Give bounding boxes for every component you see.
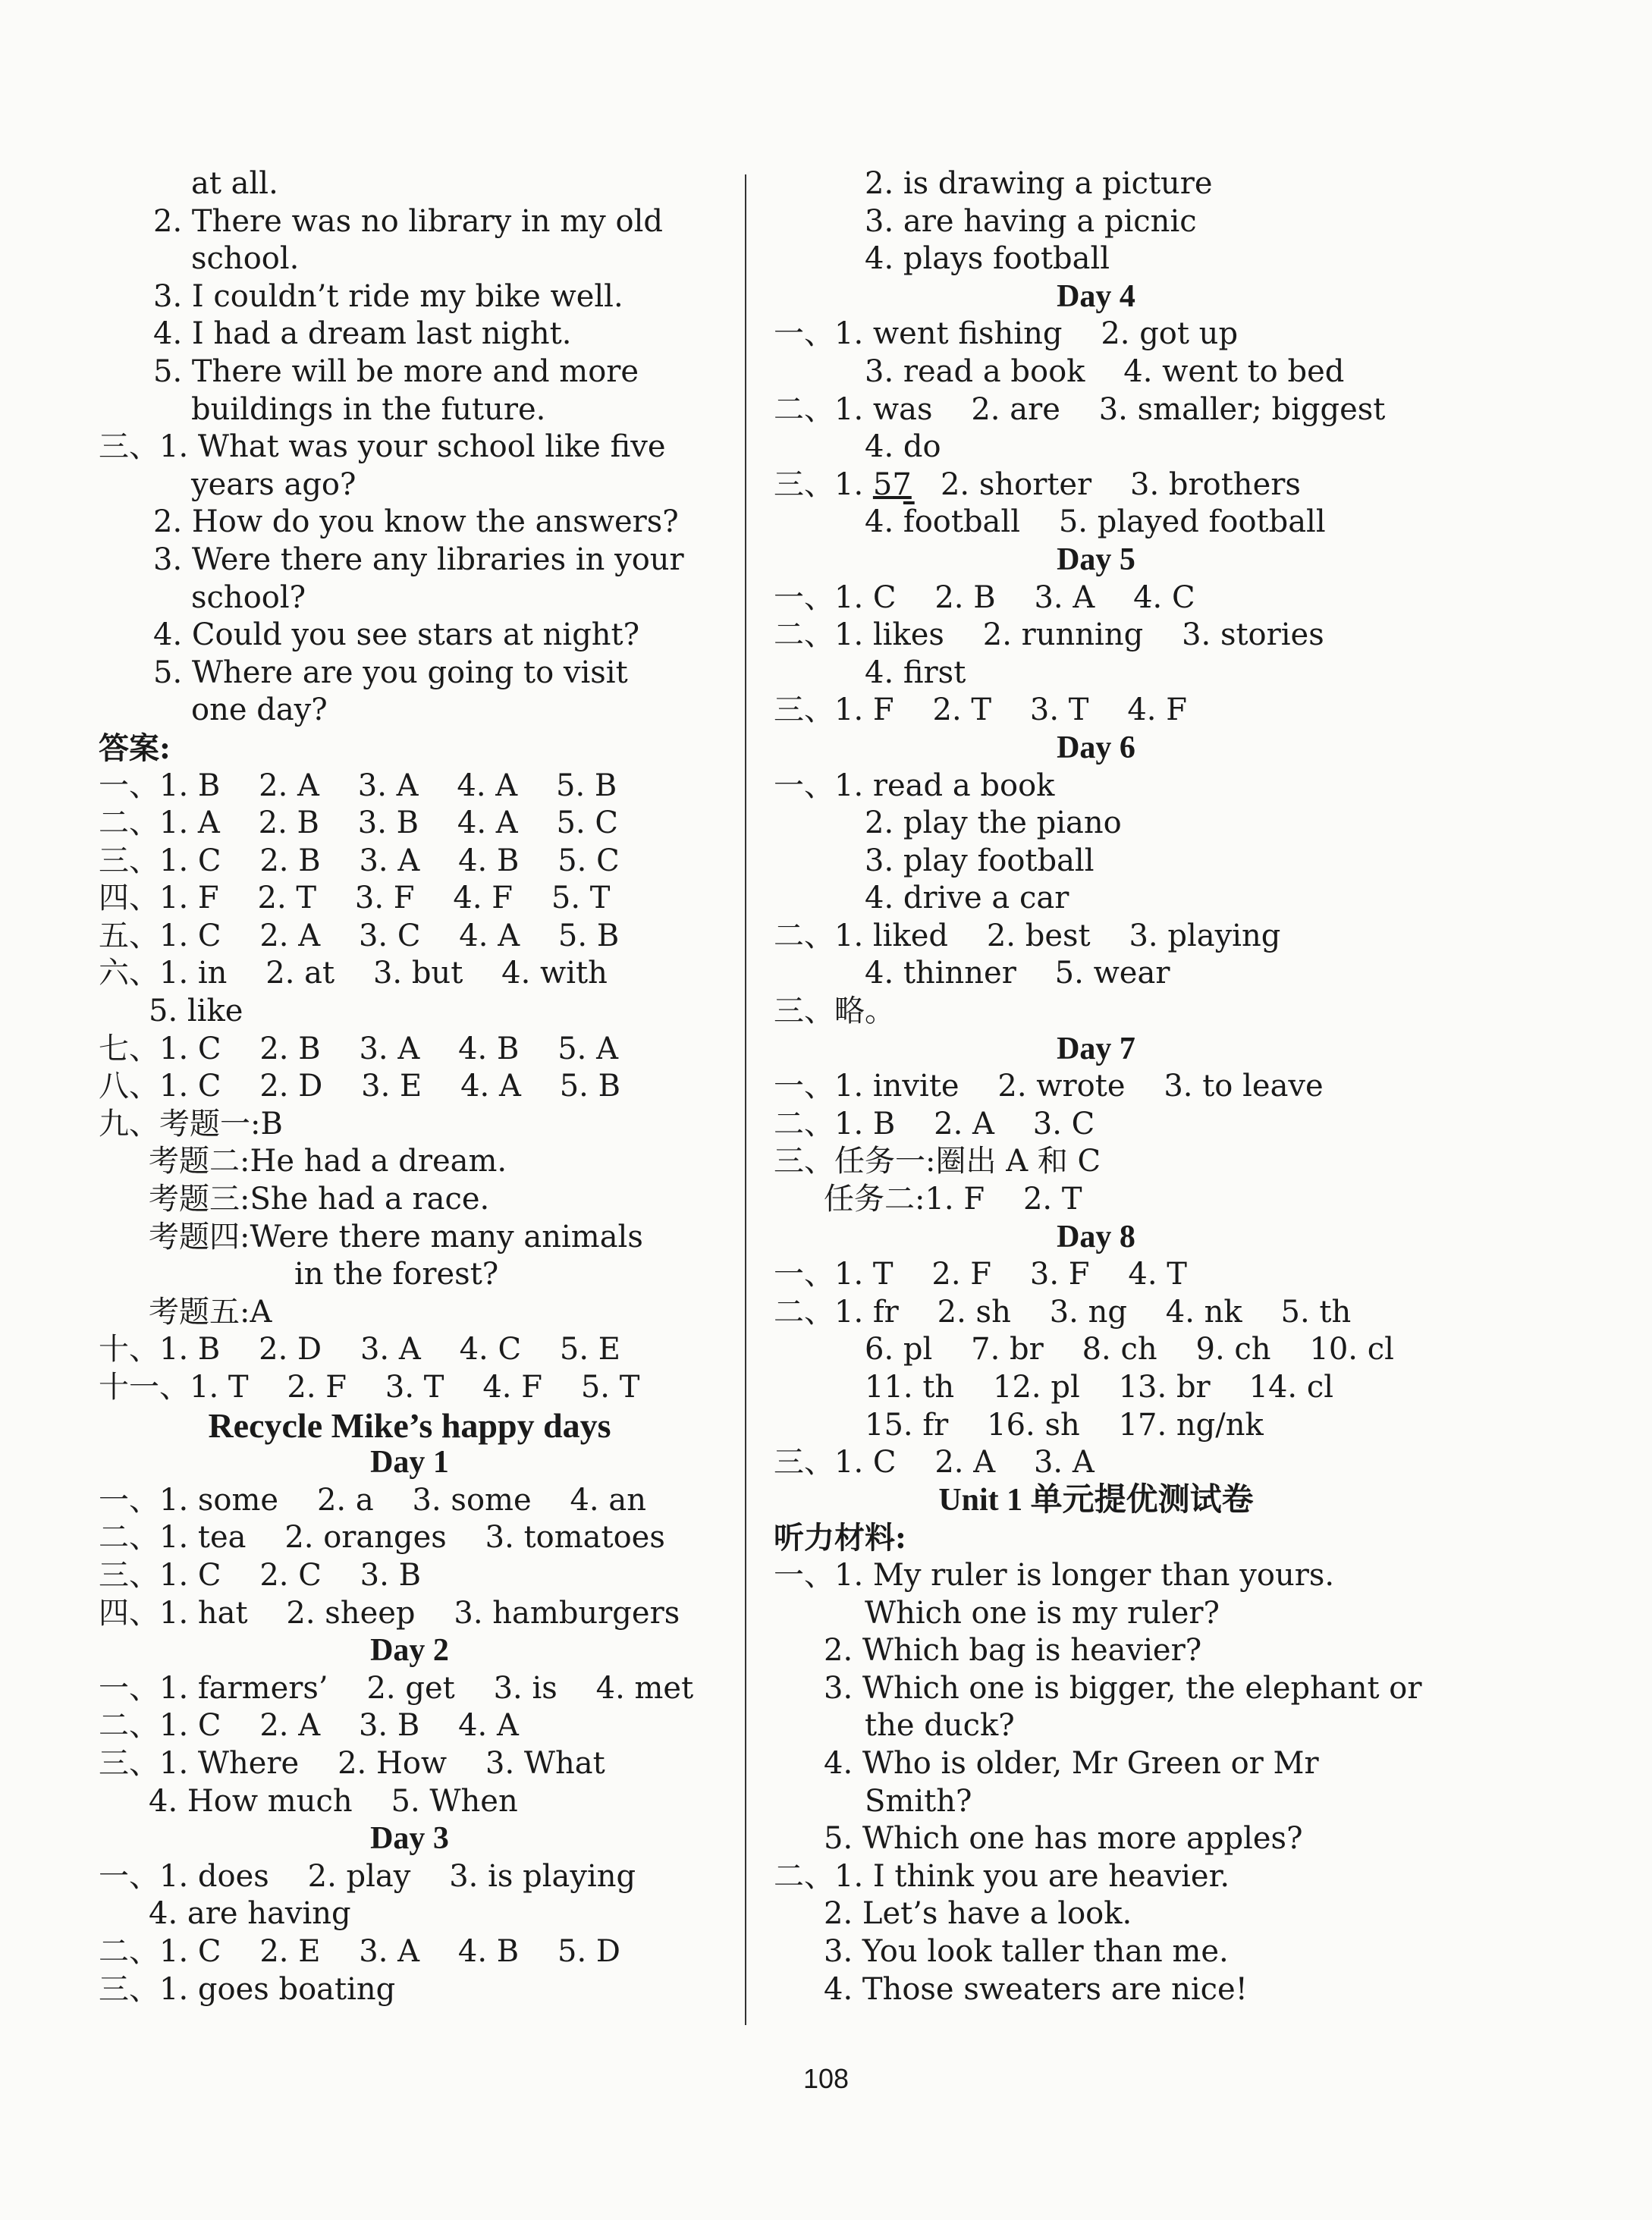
answer-line: 11. th 12. pl 13. br 14. cl [865, 1370, 1334, 1405]
answer-line: 考题四:Were there many animals [149, 1219, 643, 1254]
answer-line: 二、1. A 2. B 3. B 4. A 5. C [99, 805, 618, 841]
answer-line: 2. play the piano [865, 805, 1122, 841]
answer-line: 四、1. hat 2. sheep 3. hamburgers [99, 1595, 680, 1631]
text-line: 3. I couldn’t ride my bike well. [153, 278, 623, 314]
text-line: school. [191, 241, 300, 277]
answer-line: 八、1. C 2. D 3. E 4. A 5. B [99, 1069, 620, 1104]
answer-line: 一、1. B 2. A 3. A 4. A 5. B [99, 768, 617, 803]
section-title: Recycle Mike’s happy days [208, 1405, 611, 1445]
listening-line: 4. Those sweaters are nice! [824, 1971, 1248, 2007]
answer-line: 3. read a book 4. went to bed [865, 353, 1345, 389]
section-title: Unit 1 单元提优测试卷 [938, 1482, 1254, 1518]
listening-line: 二、1. I think you are heavier. [774, 1858, 1230, 1894]
answer-line: 二、1. B 2. A 3. C [774, 1106, 1095, 1141]
answer-line: 二、1. likes 2. running 3. stories [774, 617, 1324, 653]
column-divider [745, 174, 746, 2025]
listening-label: 听力材料: [774, 1520, 906, 1556]
day-heading: Day 5 [1057, 542, 1135, 577]
answer-line: 5. like [149, 994, 243, 1029]
answer-line: 一、1. T 2. F 3. F 4. T [774, 1257, 1187, 1292]
listening-line: the duck? [865, 1708, 1015, 1744]
text-line: 4. I had a dream last night. [153, 316, 572, 352]
answer-line: 三、1. F 2. T 3. T 4. F [774, 692, 1187, 728]
listening-line: 3. Which one is bigger, the elephant or [824, 1670, 1422, 1706]
answer-line: 二、1. liked 2. best 3. playing [774, 918, 1281, 953]
answer-line: 4. are having [149, 1896, 351, 1932]
day-heading: Day 3 [370, 1821, 449, 1857]
right-column [774, 165, 1422, 2008]
listening-line: Which one is my ruler? [865, 1595, 1220, 1631]
answer-line: 考题三:She had a race. [149, 1182, 490, 1217]
page-number: 108 [802, 2063, 850, 2094]
answer-line: 考题五:A [149, 1294, 272, 1330]
answer-line: 一、1. farmers’ 2. get 3. is 4. met [99, 1670, 694, 1706]
listening-line: 2. Let’s have a look. [824, 1896, 1132, 1932]
text-line: 三、1. What was your school like five [99, 429, 666, 465]
answer-line: 五、1. C 2. A 3. C 4. A 5. B [99, 918, 620, 953]
answer-line: 十一、1. T 2. F 3. T 4. F 5. T [99, 1370, 640, 1405]
answer-line: 4. drive a car [865, 881, 1069, 916]
text-line: 2. How do you know the answers? [153, 504, 679, 540]
answer-line: 三、1. Where 2. How 3. What [99, 1745, 605, 1781]
answer-line: 6. pl 7. br 8. ch 9. ch 10. cl [865, 1332, 1394, 1367]
underlined-answer: 57 [872, 466, 912, 502]
listening-line: 5. Which one has more apples? [824, 1821, 1303, 1857]
answer-line: 二、1. tea 2. oranges 3. tomatoes [99, 1520, 665, 1556]
answer-line: 十、1. B 2. D 3. A 4. C 5. E [99, 1332, 620, 1367]
answer-line: 3. are having a picnic [865, 203, 1197, 239]
answer-line: 考题二:He had a dream. [149, 1144, 507, 1179]
text-span: 2. shorter 3. brothers [911, 466, 1301, 502]
answer-line: 三、1. C 2. B 3. A 4. B 5. C [99, 843, 620, 878]
answer-line: 三、1. C 2. C 3. B [99, 1557, 421, 1593]
answer-line: 二、1. was 2. are 3. smaller; biggest [774, 391, 1386, 427]
answer-line: 4. thinner 5. wear [865, 956, 1170, 991]
answer-line: 一、1. C 2. B 3. A 4. C [774, 579, 1195, 615]
answer-line: 七、1. C 2. B 3. A 4. B 5. A [99, 1031, 618, 1066]
left-column [99, 165, 721, 2008]
text-line: buildings in the future. [191, 391, 546, 427]
day-heading: Day 2 [370, 1633, 449, 1669]
day-heading: Day 8 [1057, 1219, 1135, 1254]
text-line: one day? [191, 692, 328, 728]
text-line: years ago? [191, 466, 356, 502]
answer-line: 二、1. C 2. E 3. A 4. B 5. D [99, 1933, 620, 1969]
answer-line: 九、考题一:B [99, 1106, 283, 1141]
answer-line: 六、1. in 2. at 3. but 4. with [99, 956, 608, 991]
answer-line: 一、1. went fishing 2. got up [774, 316, 1239, 352]
answer-line [774, 466, 1418, 504]
answer-line: 二、1. fr 2. sh 3. ng 4. nk 5. th [774, 1294, 1352, 1330]
listening-line: 2. Which bag is heavier? [824, 1633, 1202, 1669]
text-line: 3. Were there any libraries in your [153, 542, 684, 577]
text-line: 5. There will be more and more [153, 353, 639, 389]
answer-line: 2. is drawing a picture [865, 166, 1213, 201]
answer-line: 任务二:1. F 2. T [824, 1182, 1082, 1217]
marked-letter: $\overline{f}$ [903, 504, 915, 540]
text-line: 2. There was no library in my old [153, 203, 663, 239]
answer-line: 4. How much 5. When [149, 1783, 518, 1819]
answer-line: 一、1. read a book [774, 768, 1055, 803]
listening-line: 一、1. My ruler is longer than yours. [774, 1557, 1335, 1593]
answer-line: in the forest? [294, 1257, 499, 1292]
day-heading: Day 4 [1057, 278, 1135, 314]
answer-line: 三、1. goes boating [99, 1971, 396, 2007]
text-line: 5. Where are you going to visit [153, 655, 628, 690]
day-heading: Day 6 [1057, 730, 1135, 765]
answer-line: 一、1. invite 2. wrote 3. to leave [774, 1069, 1324, 1104]
answer-line: 二、1. C 2. A 3. B 4. A [99, 1708, 519, 1744]
answer-line: 四、1. F 2. T 3. F 4. F 5. T [99, 881, 611, 916]
answer-line: 4. first [865, 655, 966, 690]
answer-line: 3. play football [865, 843, 1095, 878]
answer-line: 4. plays football [865, 241, 1110, 277]
day-heading: Day 1 [370, 1445, 449, 1481]
text-span: ootball 5. played football [914, 504, 1326, 540]
answer-line: 三、1. C 2. A 3. A [774, 1445, 1095, 1481]
text-span: 三、1. [774, 466, 873, 502]
answer-line: 15. fr 16. sh 17. ng/nk [865, 1407, 1264, 1443]
text-span: 4. [865, 504, 903, 540]
listening-line: Smith? [865, 1783, 972, 1819]
answer-line: 三、任务一:圈出 A 和 C [774, 1144, 1101, 1179]
answer-line: 4. do [865, 429, 941, 465]
listening-line: 4. Who is older, Mr Green or Mr [824, 1745, 1319, 1781]
text-line: 4. Could you see stars at night? [153, 617, 640, 653]
text-line: at all. [191, 166, 278, 201]
listening-line: 3. You look taller than me. [824, 1933, 1229, 1969]
day-heading: Day 7 [1057, 1031, 1135, 1066]
answer-line: 一、1. does 2. play 3. is playing [99, 1858, 636, 1894]
text-line: school? [191, 579, 306, 615]
answer-line [774, 504, 1418, 542]
answers-label: 答案: [99, 730, 171, 766]
answer-line: 三、略。 [774, 994, 895, 1029]
answer-line: 一、1. some 2. a 3. some 4. an [99, 1482, 646, 1518]
